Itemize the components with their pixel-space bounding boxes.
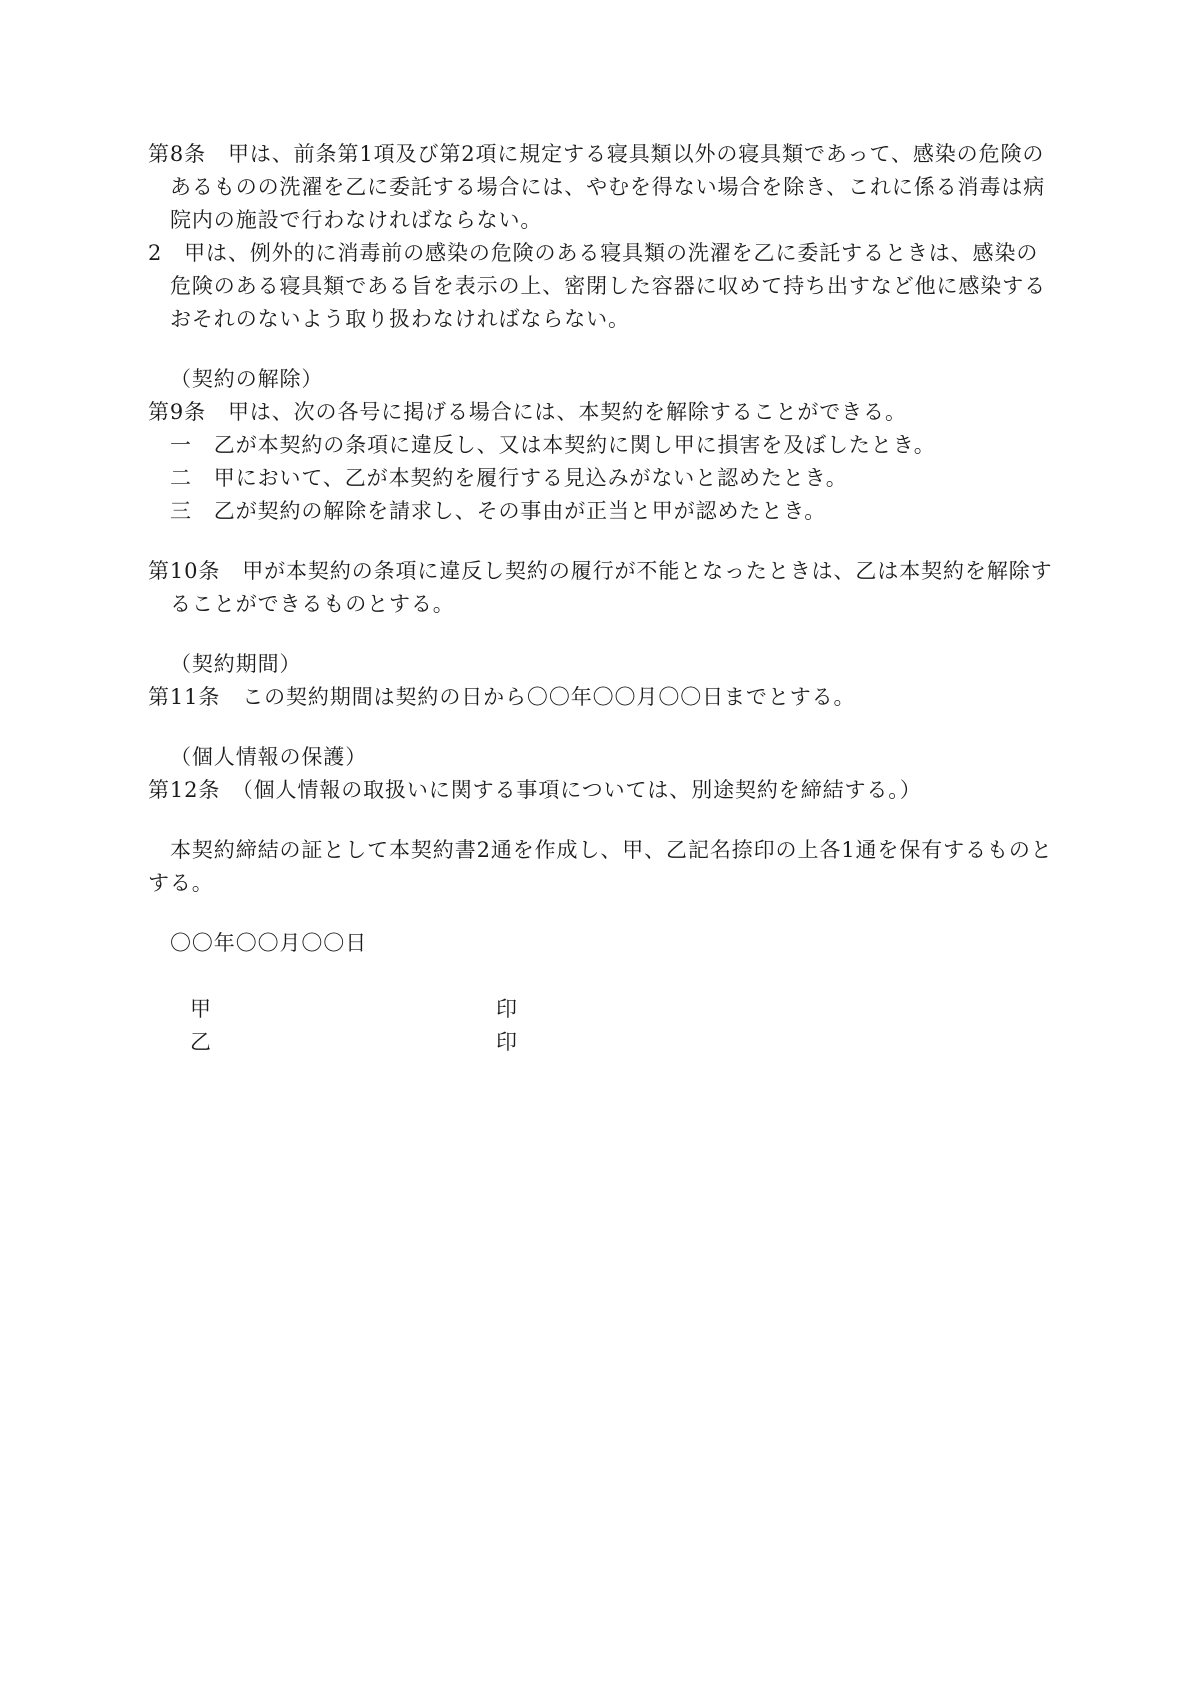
article-8-para2-line-3: おそれのないよう取り扱わなければならない。 <box>170 307 630 331</box>
article-9-heading: （契約の解除） <box>170 367 324 391</box>
signature-seal-b: 印 <box>496 1030 517 1054</box>
article-8-line-2: あるものの洗濯を乙に委託する場合には、やむを得ない場合を除き、これに係る消毒は病 <box>170 175 1046 199</box>
signature-party-a: 甲 <box>190 997 211 1021</box>
article-9-text: 第9条 甲は、次の各号に掲げる場合には、本契約を解除することができる。 <box>148 400 907 424</box>
article-12-text: 第12条 （個人情報の取扱いに関する事項については、別途契約を締結する。） <box>148 778 922 802</box>
article-8-para2-line-1: 2 甲は、例外的に消毒前の感染の危険のある寝具類の洗濯を乙に委託するときは、感染の <box>148 241 1039 265</box>
article-9-item-3: 三 乙が契約の解除を請求し、その事由が正当と甲が認めたとき。 <box>170 499 827 523</box>
article-9-item-1: 一 乙が本契約の条項に違反し、又は本契約に関し甲に損害を及ぼしたとき。 <box>170 433 936 457</box>
closing-date: 〇〇年〇〇月〇〇日 <box>170 931 368 955</box>
article-9-item-2: 二 甲において、乙が本契約を履行する見込みがないと認めたとき。 <box>170 466 848 490</box>
closing-line-2: する。 <box>148 871 214 895</box>
signature-seal-a: 印 <box>496 997 517 1021</box>
article-8-para2-line-2: 危険のある寝具類である旨を表示の上、密閉した容器に収めて持ち出すなど他に感染する <box>170 274 1046 298</box>
signature-party-b: 乙 <box>190 1030 211 1054</box>
article-10-line-1: 第10条 甲が本契約の条項に違反し契約の履行が不能となったときは、乙は本契約を解除す <box>148 559 1053 583</box>
article-11-heading: （契約期間） <box>170 652 302 676</box>
closing-line-1: 本契約締結の証として本契約書2通を作成し、甲、乙記名捺印の上各1通を保有するものと <box>170 838 1053 862</box>
article-12-heading: （個人情報の保護） <box>170 745 368 769</box>
article-11-text: 第11条 この契約期間は契約の日から〇〇年〇〇月〇〇日までとする。 <box>148 685 856 709</box>
article-8-line-3: 院内の施設で行わなければならない。 <box>170 208 543 232</box>
article-8-line-1: 第8条 甲は、前条第1項及び第2項に規定する寝具類以外の寝具類であって、感染の危険の <box>148 142 1045 166</box>
article-10-line-2: ることができるものとする。 <box>170 592 455 616</box>
